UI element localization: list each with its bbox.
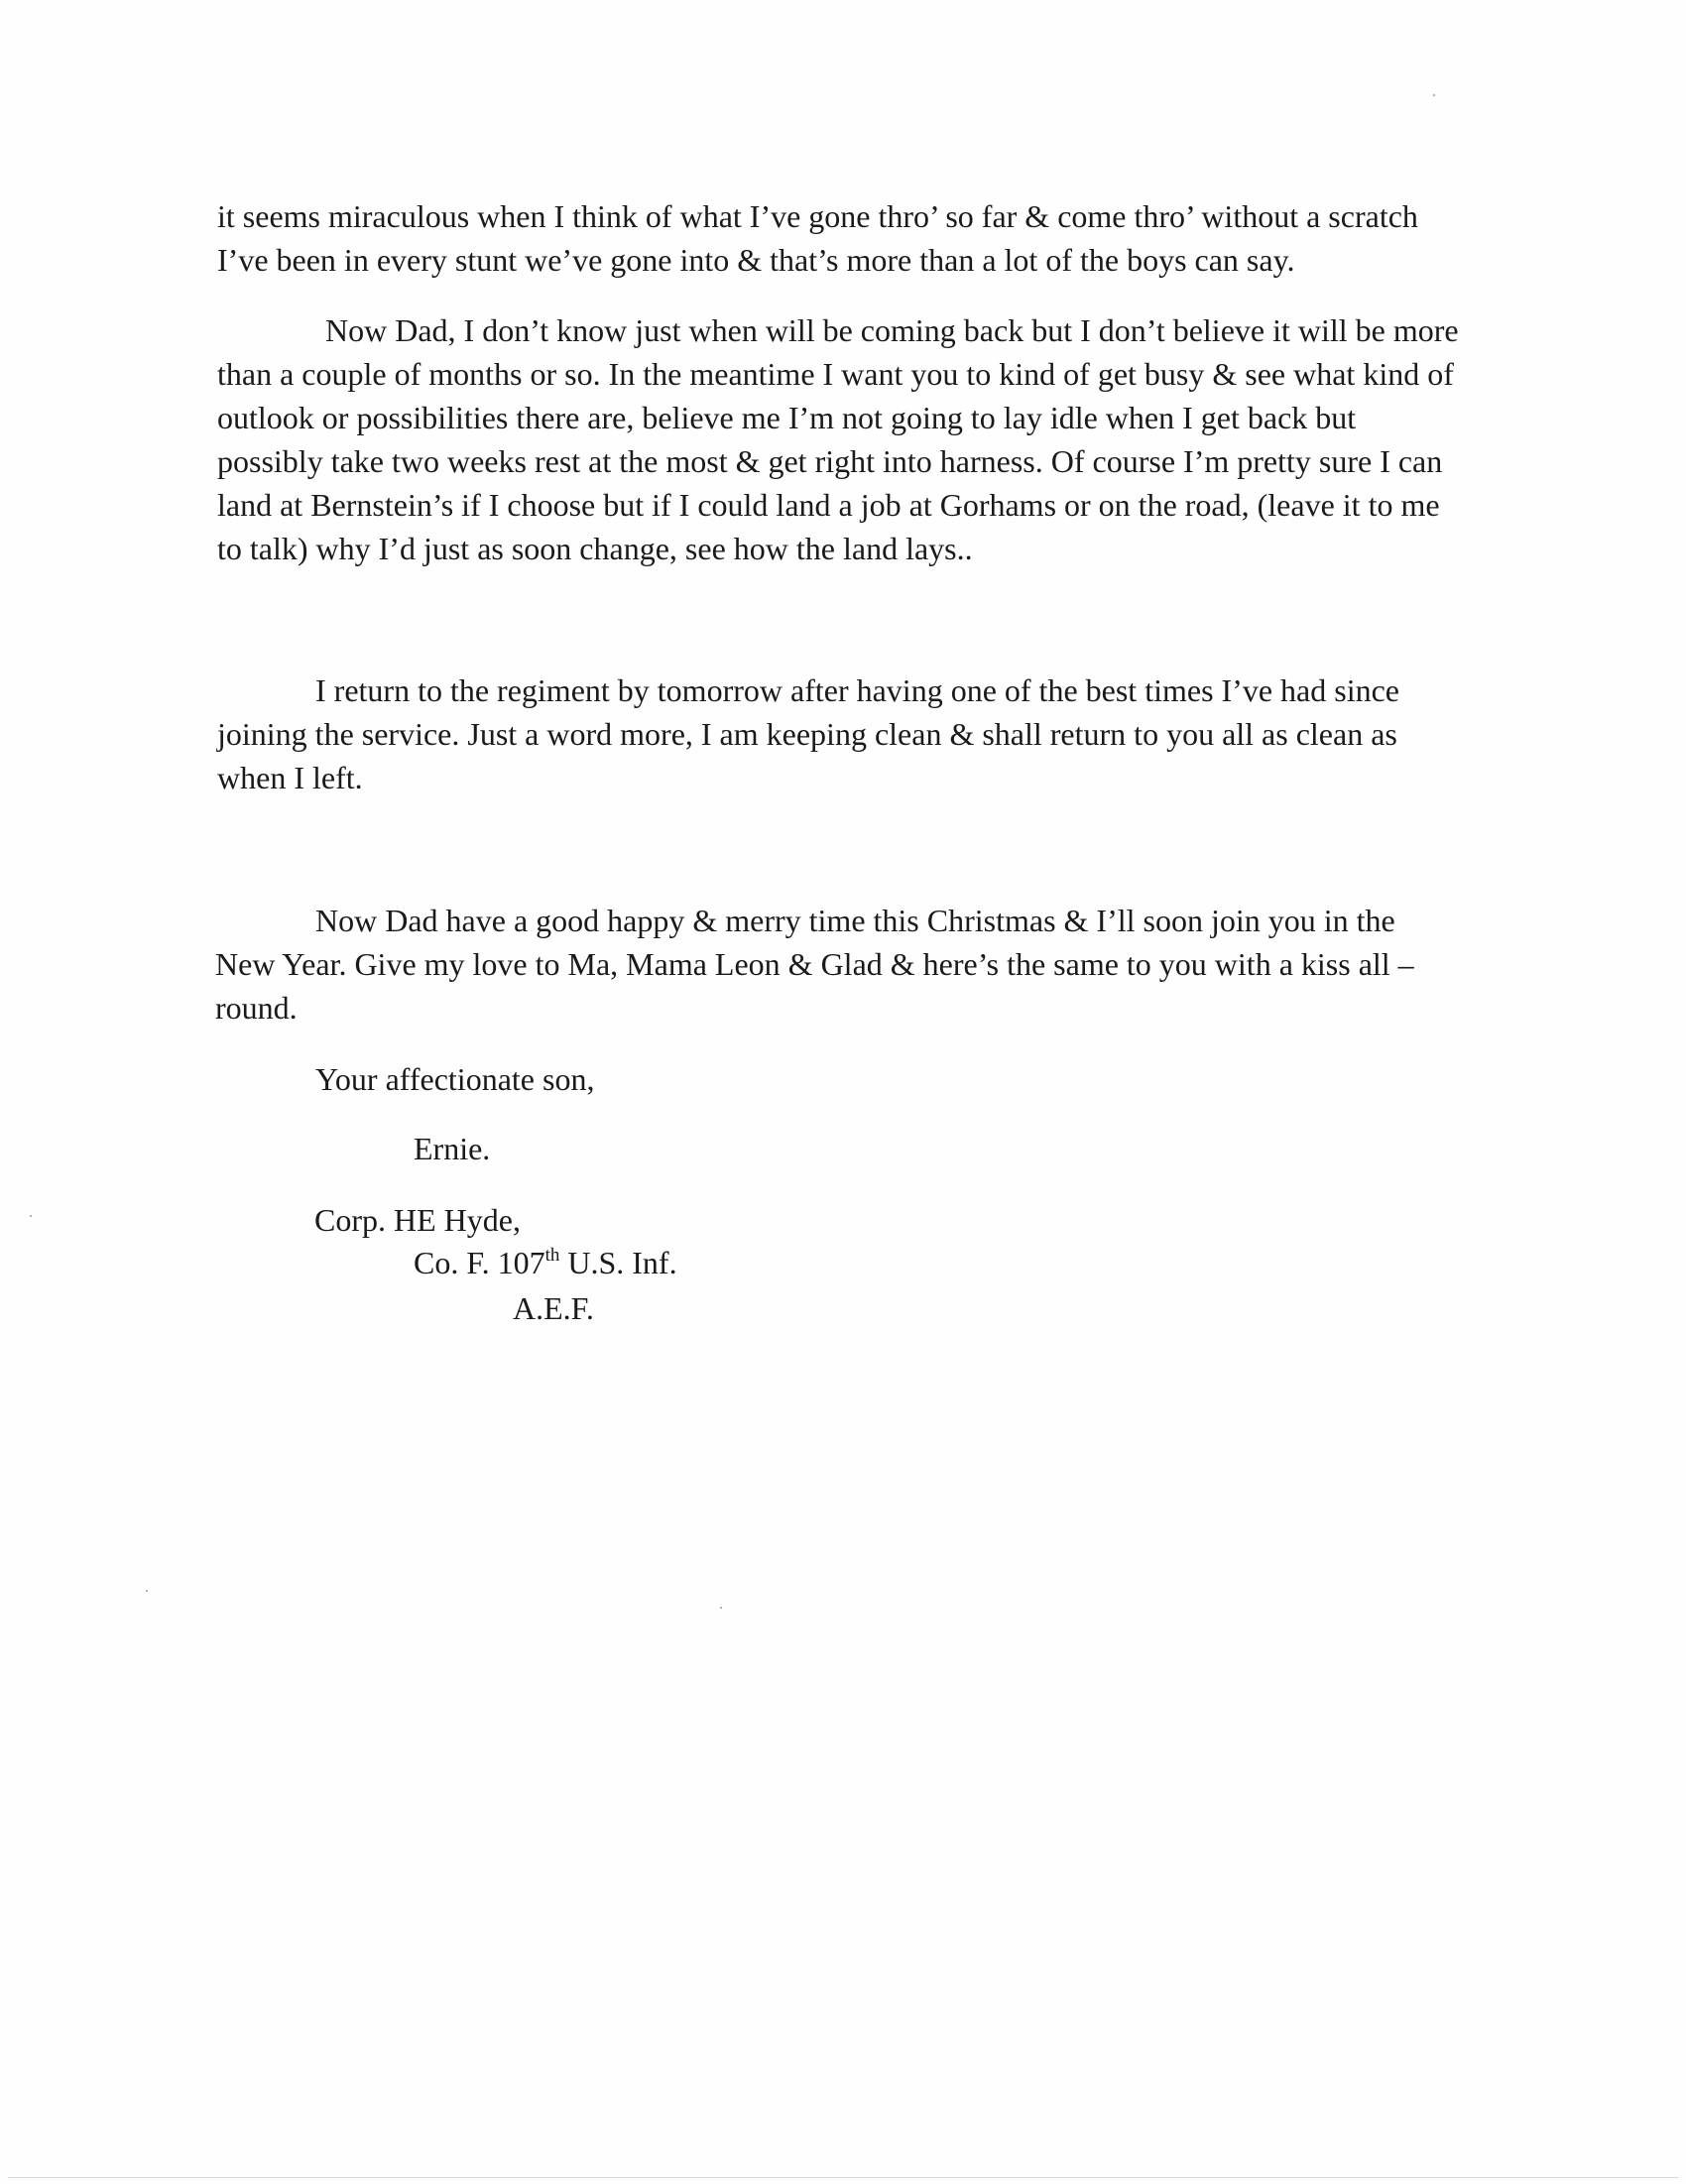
address-line-2 (414, 1241, 677, 1290)
address-line-1: Corp. HE Hyde, (314, 1202, 521, 1238)
address-company: Co. F. 107 (414, 1245, 545, 1280)
body-line: to talk) why I’d just as soon change, see how the land lays.. (217, 531, 973, 566)
body-line: joining the service. Just a word more, I am keeping clean & shall return to you all as clean as (217, 716, 1397, 752)
body-line: outlook or possibilities there are, believe me I’m not going to lay idle when I get back but (217, 400, 1357, 435)
body-line: I’ve been in every stunt we’ve gone into & that’s more than a lot of the boys can say. (217, 242, 1295, 278)
ordinal-superscript: th (544, 1245, 560, 1266)
closing-line: Your affectionate son, (315, 1061, 595, 1097)
body-line: land at Bernstein’s if I choose but if I could land a job at Gorhams or on the road, (leave it to me (217, 487, 1440, 523)
scan-speck (146, 1590, 148, 1592)
body-line: Now Dad, I don’t know just when will be coming back but I don’t believe it will be more (325, 312, 1459, 348)
body-line: than a couple of months or so. In the meantime I want you to kind of get busy & see what kind of (217, 356, 1454, 392)
body-line: New Year. Give my love to Ma, Mama Leon & Glad & here’s the same to you with a kiss all – (215, 946, 1414, 982)
scan-speck (720, 1607, 722, 1609)
body-line: Now Dad have a good happy & merry time this Christmas & I’ll soon join you in the (315, 903, 1395, 938)
scan-speck (1433, 94, 1435, 96)
body-line: I return to the regiment by tomorrow after having one of the best times I’ve had since (315, 672, 1399, 708)
body-line: it seems miraculous when I think of what I’ve gone thro’ so far & come thro’ without a scratch (217, 198, 1418, 234)
address-unit: U.S. Inf. (559, 1245, 677, 1280)
scan-speck (30, 1215, 32, 1217)
address-line-3: A.E.F. (513, 1290, 594, 1326)
signature: Ernie. (414, 1131, 491, 1166)
page-edge (8, 2177, 1678, 2178)
body-line: round. (215, 990, 298, 1026)
body-line: when I left. (217, 760, 363, 795)
body-line: possibly take two weeks rest at the most & get right into harness. Of course I’m pretty sure I can (217, 443, 1443, 479)
